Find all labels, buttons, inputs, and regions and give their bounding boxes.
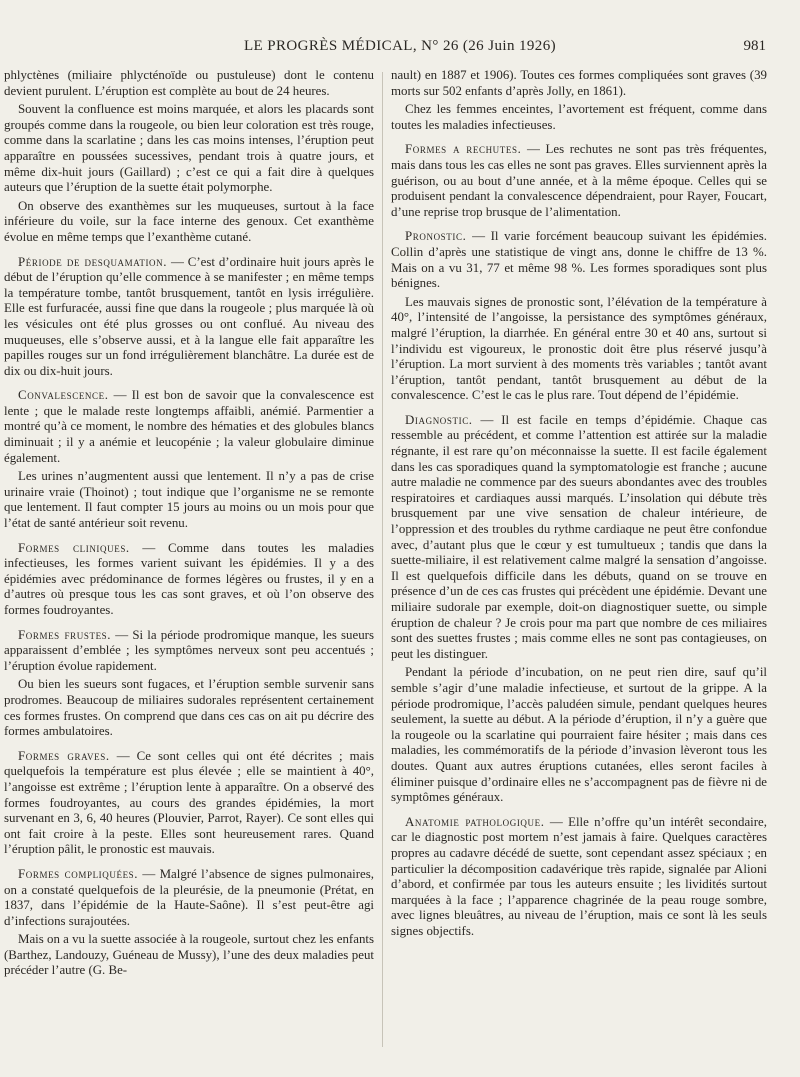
section-paragraph: Formes frustes. — Si la période prodromique manque, les sueurs apparaissent d’emblée ; les symptômes nerveux sont peu accentués ; l’éruption évolue rapidement. xyxy=(4,627,374,673)
paragraph: Chez les femmes enceintes, l’avortement est fréquent, comme dans toutes les maladies infectieuses. xyxy=(391,102,767,132)
paragraph: On observe des exanthèmes sur les muqueuses, surtout à la face inférieure du voile, sur la face interne des genoux. Cet exanthème évolue en même temps que l’exanthème cutané. xyxy=(4,198,374,244)
section-paragraph: Formes cliniques. — Comme dans toutes les maladies infectieuses, les formes varient suivant les épidémies. Il y a des épidémies avec prédominance de formes légères ou frustes, il y en a d’autres où presque tous les cas sont graves, et où l’on observe des formes foudroyantes. xyxy=(4,540,374,617)
section-heading: Formes a rechutes. xyxy=(405,142,522,157)
section-paragraph: Formes a rechutes. — Les rechutes ne sont pas très fréquentes, mais dans tous les cas elles ne sont pas graves. Elles surviennent après la guérison, ou au bout d’une année, et à la même époque. Celles qui se produisent pendant la convalescence dépendraient, pour Rayer, Foucart, d’une reprise trop brusque de l’alimentation. xyxy=(391,142,767,219)
right-column xyxy=(391,68,767,942)
section-paragraph: Formes compliquées. — Malgré l’absence de signes pulmonaires, on a constaté quelquefois de la pleurésie, de la pneumonie (Prétat, en 1837, dans l’épidémie de la Haute-Saône). Il s’est peut-être agi d’infections surajoutées. xyxy=(4,866,374,928)
section-heading: Formes compliquées. xyxy=(18,866,139,881)
section-paragraph: Convalescence. — Il est bon de savoir que la convalescence est lente ; que le malade reste longtemps affaibli, anémié. Parmentier a montré qu’à ce moment, le nombre des hématies et des globules blancs diminuait ; il y a anémie et leucopénie ; la valeur globulaire diminue également. xyxy=(4,388,374,465)
section-heading: Formes graves. xyxy=(18,748,110,763)
paragraph: Les urines n’augmentent aussi que lentement. Il n’y a pas de crise urinaire vraie (Thoinot) ; tout indique que l’organisme ne se remonte que lentement. Il faut compter 15 jours au moins ou un mois pour que l’état de santé antérieur soit revenu. xyxy=(4,469,374,531)
column-divider xyxy=(382,72,383,1047)
section-heading: Pronostic. xyxy=(405,229,467,244)
left-column xyxy=(4,68,374,982)
section-heading: Diagnostic. xyxy=(405,412,473,427)
paragraph: phlyctènes (miliaire phlycténoïde ou pustuleuse) dont le contenu devient purulent. L’éruption est complète au bout de 24 heures. xyxy=(4,68,374,98)
section-heading: Formes frustes. xyxy=(18,627,112,642)
paragraph: Souvent la confluence est moins marquée, et alors les placards sont groupés comme dans la rougeole, ou bien leur coloration est très rouge, comme dans la scarlatine ; dans les cas moins intenses, l’éruption peut apparaître en poussées sucessives, pendant trois à quatre jours, et même dix-huit jours (Gaillard) ; c’est ce qui a fait dire à quelques auteurs que l’éruption de la suette était polymorphe. xyxy=(4,102,374,195)
section-heading: Période de desquamation. xyxy=(18,254,168,269)
section-paragraph: Anatomie pathologique. — Elle n’offre qu’un intérêt secondaire, car le diagnostic post mortem n’est jamais à faire. Quelques caractères propres au cadavre décédé de suette, sont cependant assez spéciaux ; en particulier la décomposition cadavérique très rapide, signalée par Alioni d’abord, et confirmée par tous les auteurs ensuite ; les lividités surtout marquées à la face ; l’apparence chagrinée de la peau rouge sombre, avec lignes bleuâtres, au niveau de l’éruption, mais ce sont là les seuls signes objectifs. xyxy=(391,814,767,938)
page-header xyxy=(0,38,800,58)
paragraph: nault) en 1887 et 1906). Toutes ces formes compliquées sont graves (39 morts sur 502 enfants d’après Jolly, en 1861). xyxy=(391,68,767,98)
section-paragraph: Diagnostic. — Il est facile en temps d’épidémie. Chaque cas ressemble au précédent, et comme l’attention est attirée sur la maladie régnante, il est rare qu’on méconnaisse la suette. Il est facile également dans les cas sporadiques quand la symptomatologie est franche ; aucune autre maladie ne commence par des sueurs abondantes avec des troubles respiratoires et cardiaques aussi marqués. L’insolation qui débute très brusquement par une vive sensation de chaleur intérieure, de l’oppression et des troubles du rythme cardiaque ne peut être confondue avec, d’autant plus que le cœur y est tumultueux ; tandis que dans la suette-miliaire, il est relativement calme malgré la sensation d’angoisse. Il est quelquefois difficile dans les débuts, quand on se trouve en présence d’un de ces cas frustes qui précèdent une épidémie. Devant une miliaire sudorale par exemple, doit-on diagnostiquer suette, ou simple éruption de chaleur ? Je crois pour ma part que nombre de ces miliaires sont des suettes frustes ; mais comme elles ne sont pas contagieuses, on peut les distinguer. xyxy=(391,412,767,661)
page-number: 981 xyxy=(743,38,766,54)
section-heading: Anatomie pathologique. xyxy=(405,814,545,829)
section-paragraph: Période de desquamation. — C’est d’ordinaire huit jours après le début de l’éruption qu’elle commence à se manifester ; en même temps la température tombe, tantôt brusquement, tantôt en lysis irrégulière. Elle est furfuracée, aussi fine que dans la rougeole ; plus marquée là où les vésicules ont été plus grosses ou ont conflué. Au niveau des muqueuses, elle s’observe aussi, et à la langue elle fait apparaître les papilles rouges sur un fond irrégulièrement blanchâtre. La durée est de dix ou dix-huit jours. xyxy=(4,254,374,378)
paragraph: Ou bien les sueurs sont fugaces, et l’éruption semble survenir sans prodromes. Beaucoup de miliaires sudorales représentent certainement ces formes frustes. On comprend que dans ces cas on ait pu décrire des formes ambulatoires. xyxy=(4,677,374,739)
section-heading: Formes cliniques. xyxy=(18,540,130,555)
paragraph: Les mauvais signes de pronostic sont, l’élévation de la température à 40°, l’intensité de l’angoisse, la persistance des symptômes généraux, malgré l’éruption, la diarrhée. En général entre 30 et 40 ans, surtout si l’individu est vigoureux, le pronostic doit être plus réservé jusqu’à l’éruption. La mort survient à des moments très variables ; tantôt avant l’éruption, tantôt pendant, tantôt brusquement au début de la convalescence. C’est le cas le plus rare. Tout dépend de l’épidémie. xyxy=(391,294,767,403)
section-paragraph: Pronostic. — Il varie forcément beaucoup suivant les épidémies. Collin d’après une statistique de vingt ans, donne le chiffre de 13 %. Mais on a vu 31, 77 et même 98 %. Les formes sporadiques sont plus bénignes. xyxy=(391,229,767,291)
section-paragraph: Formes graves. — Ce sont celles qui ont été décrites ; mais quelquefois la température est plus élevée ; elle se maintient à 40°, l’angoisse est extrême ; l’éruption lente à apparaître. On a observé des formes foudroyantes, au cours des grandes épidémies, la mort survenant en 3, 6, 40 heures (Plouvier, Parrot, Rayer). Ce sont elles qui ont fait croire à la peste. Elles sont heureusement rares. Quand l’éruption pâlit, le pronostic est mauvais. xyxy=(4,748,375,857)
running-title: LE PROGRÈS MÉDICAL, N° 26 (26 Juin 1926) xyxy=(243,38,556,54)
section-heading: Convalescence. xyxy=(18,388,109,403)
paragraph: Pendant la période d’incubation, on ne peut rien dire, sauf qu’il semble s’agir d’une maladie infectieuse, et surtout de la grippe. A la période prodromique, l’accès paludéen simule, pendant quelques heures seulement, la suette au début. A la période d’éruption, il n’y a guère que la rougeole ou la scarlatine qui pourraient faire hésiter ; mais dans ces maladies, les commémoratifs de la période d’invasion lèveront tous les doutes. Quant aux autres éruptions cutanées, elles seront faciles à éliminer puisque d’ordinaire elles ne s’accompagnent pas de fièvre ni de symptômes généraux. xyxy=(391,665,767,805)
paragraph: Mais on a vu la suette associée à la rougeole, surtout chez les enfants (Barthez, Landouzy, Guéneau de Mussy), l’une des deux maladies peut précéder l’autre (G. Be- xyxy=(4,932,374,978)
